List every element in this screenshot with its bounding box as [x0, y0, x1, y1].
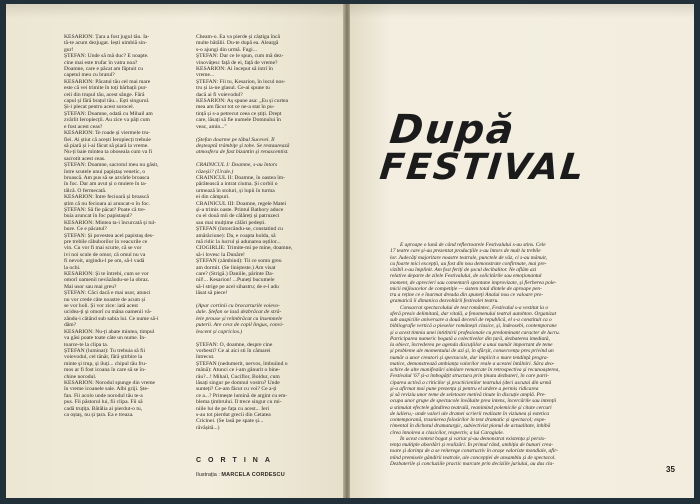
text-line: urmează în stoluri, și lupii în turma	[196, 187, 275, 194]
text-line: Cricinei. (Se lasă pe spate și...	[196, 418, 264, 425]
text-line: Cheam-o. Ea va pierde și câștiga încă	[196, 34, 281, 40]
article-line: sferă presiv delimitată, dar vitală, a fenomenului teatral autohton. Organizat	[390, 310, 557, 317]
text-line: ȘTEFAN (întorcându-se, constatind cu	[196, 226, 283, 233]
article-line: relative departe de zilele Festivalului, de solicitările sau emoționantul	[390, 273, 542, 280]
text-line: în vreme icoanele sale. Albi griji. Ște-	[64, 386, 149, 393]
text-line: ȘTEFAN: Căci dacă e mai usor, atunci	[64, 290, 151, 297]
left-page	[6, 4, 344, 498]
text-line: ȘTEFAN: Dar ce le spun, cum mă dez-	[196, 53, 284, 60]
text-line: Și-i plecat pentru acest sorocel.	[64, 104, 135, 111]
text-line: care? (Strigă.) Daniile, pârinte Da-	[196, 271, 274, 278]
article-line: ciparea activă a criticilor și practicienilor teatrului (deci ascutai din urmă	[390, 379, 552, 386]
text-line: mână): Atunci ce i-am gânurit o bine-	[196, 367, 281, 374]
text-line: ȘTEFAN (zâmbind): Tii ce somn greu	[196, 258, 282, 265]
text-line: să piară și i-ai făcut să piară la vreme.	[64, 142, 149, 149]
illustration-credit	[196, 472, 336, 478]
text-line: fiei. Ai știut că acești Ieropiecți trebuie	[64, 136, 151, 143]
text-line: lăsat să piece!	[196, 290, 228, 297]
article-line: și-a afirmat mai pune prezența și pentru el urdere a permis ridicarea	[390, 385, 539, 392]
text-line: KESARION: Norodul spunge din vreme	[64, 379, 156, 386]
text-line: capetul meu cu bratul?	[64, 72, 115, 79]
text-line: ivi noi scule de omor, că omul nu va	[64, 251, 146, 258]
text-line: va găsi poate toate câte un nume. În-	[64, 335, 147, 342]
page-shadow	[6, 4, 344, 18]
article-line: cu foarte mici excepții, au fost din nou demonstrate confirmate, mai pre-	[390, 260, 547, 267]
text-line: ucidea-ți și omorî cu mâna oamenii vă-	[64, 309, 152, 316]
text-line: CRAINICUL III: Doamne, regele Matei	[196, 200, 287, 207]
article-line: și probleme ale momentului de azi și, în sfârșit, consecvența pres privind un	[390, 348, 554, 355]
text-line: chine norodul.	[64, 373, 97, 380]
text-line: cu el două mii de călăreți și patruzeci	[196, 213, 280, 220]
text-line: ȘTEFAN (nedumerit, nervos, îmbuiind o	[196, 360, 288, 367]
text-line: vinovățesc față de ei, față de vreme?	[196, 59, 278, 66]
text-line: ȘTEFAN: Fii tu, Kesarion, în locul nos-	[196, 78, 286, 85]
text-line: Doamne, care e păcat am făptuit cu	[64, 66, 144, 73]
text-line: am dormit. (Se linișteste.) Am visat	[196, 264, 276, 271]
text-line: s-au tot pierdut grecii din Cetatea	[196, 411, 271, 418]
article-line: ocupa unor grupe de spectacole învăluite prea intens, încercările sau intenții	[390, 398, 557, 405]
text-line: ce a...? Primește lumină de argint cu em-	[196, 392, 288, 399]
article-line: tru a reține ce e înarmat dreada din spuneți Analui nou ce valoare pro-	[390, 292, 544, 298]
text-line: ȘTEFAN: Doamne, sacrotul meu nu găsit,	[64, 162, 159, 169]
text-line: lele prouse și reîmbrăcat cu însemnele	[196, 315, 283, 322]
text-line: lescent și capricios.)	[196, 328, 243, 335]
cortina-label: CORTINA	[196, 457, 277, 464]
play-text-column-right	[196, 34, 314, 431]
text-line: KESARION: Mintea ta-i încurcată și tul-	[64, 219, 157, 226]
credit-prefix: Ilustrația :	[196, 472, 220, 478]
page-shadow	[350, 4, 694, 18]
text-line: ca oștaș, nu și țara. Ea e treaza.	[64, 411, 134, 418]
text-line: pus. Fii păstorul lui, fii clipa. Fii să	[64, 399, 143, 406]
text-line: fan. Fii acolo unde norodul tău te-a	[64, 392, 143, 399]
text-line: cadă truțița. Bătălia ai pierdut-o tu,	[64, 405, 143, 412]
article-line: În acest context bogat și variat și-au demonstrat existența și persis-	[400, 435, 546, 442]
text-line: răzeșii? (Urale.)	[196, 168, 234, 175]
text-line: părătească a intrat ciuma. Și corbii o	[196, 181, 278, 188]
text-line: KESARION: Te roade și viermele tru-	[64, 130, 151, 137]
text-line: ȘTEFAN: Și povestea acel papistaș des-	[64, 232, 154, 239]
text-line: între scutele unui papiștaș venetic, o	[64, 168, 146, 175]
text-line: și-a trimis oaste. Printul Bathory aduce	[196, 206, 284, 213]
text-line: amărăciune): Da, e coapta holda, să	[196, 232, 276, 239]
article-line: și a acest timnia unei intitlnirii profesionale cu predominant caracter de lucru.	[390, 329, 560, 336]
text-line: nil!... Kesarion! ...Puneți bucumele	[196, 277, 275, 284]
text-line: toarce-te la clipa ta.	[64, 341, 109, 348]
page-number: 35	[666, 465, 675, 474]
text-line: (Apar cortinii cu brocarturile voievo-	[196, 303, 280, 310]
text-line: bure. Ce e păcatul?	[64, 226, 107, 233]
text-line: KESARION: Și te întrebi, cum se vor	[64, 271, 149, 278]
article-line: matice, demonstrează ambianța valorilor reale a acestei întâlniri. Sâra deo-	[390, 360, 555, 367]
text-line: pre trebile răbuborilor în veacurile ce	[64, 239, 148, 245]
article-line: bibliografie vertică a pieselor românești clasice, și, îndeosebi, contemporane	[390, 323, 557, 330]
text-line: în foc. Dar am avut și o muiere în ta-	[64, 181, 147, 188]
article-body	[390, 242, 678, 467]
article-line: cîrea înnoirea a clasicilor, respectiv, a lui Caragiale.	[390, 429, 504, 436]
text-line: mă ridic la lucrul și adunarea oștilor...	[196, 239, 281, 245]
text-line: rău?...! Mihail, Cuciflor, Boldur, cum	[196, 373, 280, 380]
article-line: lor. Judecăți majoritare noastre teatrale, punctele de văz, ci s-au mânuit,	[390, 254, 548, 261]
text-line: omorî oamenii nevăzându-se la obraz.	[64, 277, 150, 284]
article-line: E aproape o lună de când reflectoarele Festivalului s-au stins. Cele	[400, 242, 546, 248]
article-line: rimental în dichotul dramaturgic, subiectivist pionul de actualitate, inhibă	[390, 423, 551, 430]
text-line: mos ar fi fost icoana în care să se în-	[64, 367, 146, 374]
text-line: CRAINICUL I: Doamne, s-au întors	[196, 162, 278, 169]
text-line: CRAINICUL II: Doamne, în oastea îm-	[196, 174, 285, 181]
text-line: dale. Ștefan se lasă dezbrăcat de stră-	[196, 309, 282, 316]
article-line: de iulieru,- unde valori ale dramei scrierii realizate în viziunea și estetica	[390, 410, 550, 417]
article-title-line-1: După	[387, 107, 518, 153]
article-line: sub auspiciile aniversare a două decenii de republică, el s-a constituit ca o	[390, 317, 552, 323]
article-line: a stimulat efectele gândirea teatrală, reanimind polemicile și citate cercuri	[390, 404, 552, 411]
text-line: broască. Am pus să se azvârle broasca	[64, 174, 150, 181]
text-line: zându-i câtând sub sabia lui. Ce nume să-i	[64, 315, 159, 322]
article-line: la obiect, încrederea pe agenda discuțiilor a unui număr important de teme	[390, 342, 553, 348]
text-line: KESARION: Între fecioară și broască	[64, 194, 149, 201]
text-line: se vor holi. Și vor zice: iată acest	[64, 303, 138, 310]
text-line: buia aruncat în foc papistașul?	[64, 213, 133, 220]
text-line: capul și fără brațul tău... Ești singurul.	[64, 98, 150, 105]
text-line: minte și trup, și iluți... chipul tău fru-	[64, 360, 147, 367]
text-line: Nu-ți baie mintea ta oboseala cum va fi	[64, 149, 153, 156]
text-line: să-l strige pe acel sihastru; de e-l adu	[196, 283, 279, 290]
article-line: contemporană, trasnierea folosirilor în text dramatic și spectacol; expe-	[390, 417, 546, 423]
article-line: 17 teatre care și-au prezentat producțiile s-au întors de mult la trebile	[390, 248, 541, 255]
text-line: tru și ia-ne glasul. Ce-ai spune tu	[196, 85, 270, 92]
text-line: KESARION: Păcatul tău cel mai mare	[64, 78, 151, 85]
right-page	[350, 4, 694, 498]
text-line: tă-te acum dezjugat. Iești uimbiă sin-	[64, 40, 147, 47]
text-line: vin. Cu vor fi mai scurte, că se vor	[64, 245, 142, 252]
text-line: sacrotit acest ceas.	[64, 155, 106, 162]
text-line: Mai usor sau mai greu?	[64, 283, 117, 290]
text-line: ȘTEFAN: Să fie păcat? Poate că tre-	[64, 206, 146, 213]
article-title-line-2: FESTIVAL	[377, 147, 588, 188]
text-line: ȘTEFAN: Doamne, odată cu Mihail am	[64, 110, 153, 117]
article-line: număr a unor creatori și spectacole, dar implicit o mare tendinţă progra-	[390, 354, 549, 361]
text-line: întrecut.	[196, 354, 215, 361]
text-line: fi nevoit, urgindu-l pe om, să-l vadă	[64, 258, 145, 265]
article-line: moment, de aprecieri sau comentarii spontane improvizate, și fierberea pole-	[390, 279, 557, 286]
play-text-column-left	[64, 34, 182, 418]
article-line: vizibil s-au împlinit. Am fost feriți de șocul decibalitor. Ne aflăm azi	[390, 267, 537, 273]
article-line: Festivalul '67 și-a îmbogățit structura prin ținuta dezbateri, în care parti-	[390, 373, 549, 380]
text-line: cine mai este trufar în vatra noa?	[64, 59, 138, 66]
text-line: s-o ajungi din urmă. Fugi...	[196, 46, 257, 53]
text-line: KESARION: Ai început să intri în	[196, 66, 273, 73]
text-line: lăsați singur pe domnul vostru? Unde	[196, 379, 280, 386]
text-line: KESARION: Nu-ți abate mintea, timpul	[64, 328, 155, 335]
text-line: multe bătălii. Du-te după ea. Aleargă	[196, 40, 279, 47]
article-line: tența multiple abordări și realizări. În primul rând, ambiția de bunuri crea-	[390, 442, 554, 448]
text-line: zvârlit Ieropiecții. Au zice va păți cum	[64, 117, 150, 124]
text-line: dăm?	[64, 322, 77, 329]
text-line: (Ștefan doarme pe tăbul Sucevei. Îl	[196, 136, 275, 143]
text-line: veac, amin..."	[196, 123, 227, 130]
text-line: vreme...	[196, 72, 215, 79]
text-line: să-i lovesc la Dunăre!	[196, 251, 245, 258]
text-line: ei din câmpuri.	[196, 194, 230, 201]
article-line: Dezbaterile și concluziile practic marcate prin deciziile juriului, au dus cla-	[390, 460, 555, 467]
credit-name: MARCELA CORDESCU	[221, 472, 285, 478]
text-line: puterii. Are cevz de copil lingus, convi-	[196, 322, 284, 329]
text-line: care, lăsați să fie numele Domnului în	[196, 117, 281, 124]
article-line: mînd premisele gândirii teatrale, ale concepției de ansamblu și de spectacol.	[390, 454, 556, 461]
text-line: răvășită...)	[196, 424, 220, 431]
article-line: gramatică îi dimanica dezvoltării festivalei teatru.	[390, 298, 499, 305]
text-line: nu vor crede câte noastre de acum și	[64, 296, 146, 303]
text-line: sau mai mulțime călări pedești.	[196, 219, 266, 226]
text-line: KESARION: Aș spune asa: „Eu și curtea	[196, 98, 288, 105]
text-line: ȘTEFAN: O, doamne, despre cine	[196, 341, 273, 348]
text-line: ȘTEFAN: Unde să mă duc? E noapte.	[64, 53, 149, 60]
text-line: niile lui de pe fața cu acest... Ieri	[196, 405, 269, 412]
text-line: este că vei trimite în toți bărbații pur-	[64, 85, 148, 92]
text-line: ceii din trupul tău, acest sânge. Fără	[64, 91, 145, 98]
text-line: știm că nu fecioara ai aruncat-o în foc.	[64, 200, 151, 207]
text-line: tâlcă. O fermecată.	[64, 187, 107, 194]
text-line: vorbesti? Ce ai aici sti în cămarei	[196, 347, 271, 354]
article-line: micii mijloacelor de competiție — sistem total dintele de aproape pen-	[390, 285, 542, 292]
text-line: atmosfera de fast bizantin și renascentist.	[196, 149, 289, 156]
text-line: KESARION: Țara a fost jugul tău. Ia-	[64, 34, 150, 40]
article-line: Consacrat spectacolului de test romântec, Festivalul s-a vestitut la o	[400, 304, 549, 311]
text-line: tință și s-a petrecut ceea ce știți. Drept	[196, 110, 282, 117]
text-line: e fost acest ceas?	[64, 123, 103, 130]
text-line: gur!	[64, 46, 74, 53]
article-line: schire de alte manifestări similare remarcate în retrospectiva și recunoașterea,	[390, 367, 560, 373]
text-line: sunteți? Ce-am făcut cu voi? Ce a-ți	[196, 386, 277, 393]
text-line: la ochi.	[64, 264, 81, 271]
text-line: blema ţimbrului. Îl trece singur cu mi-	[196, 399, 282, 406]
article-line: și să reviziu unor teme de seletoare metivă tinute în discuție amplă. Pre-	[390, 392, 546, 398]
article-line: Participarea numeric bogată a colectivelor din țară, dezbaterea imediată,	[390, 335, 550, 342]
text-line: CIOGIRLIE: Trimite-mi pe mine, doamne,	[196, 245, 293, 252]
text-line: ȘTEFAN (luminat): Tu trebuia să fii	[64, 347, 146, 354]
text-line: deșteaptă trâmbiţe și tobe. Se restaurează	[196, 142, 290, 149]
article-line: toare și dorința de a se reiterege constructiv în orașe valoriste mondiale, afir-	[390, 448, 559, 455]
text-line: dacă ai fi voievodul?	[196, 91, 243, 98]
text-line: mea am făcut tot ce ne-a stat în pu-	[196, 104, 275, 111]
text-line: voievodul, cel tânăr, fără știrbire la	[64, 354, 143, 361]
